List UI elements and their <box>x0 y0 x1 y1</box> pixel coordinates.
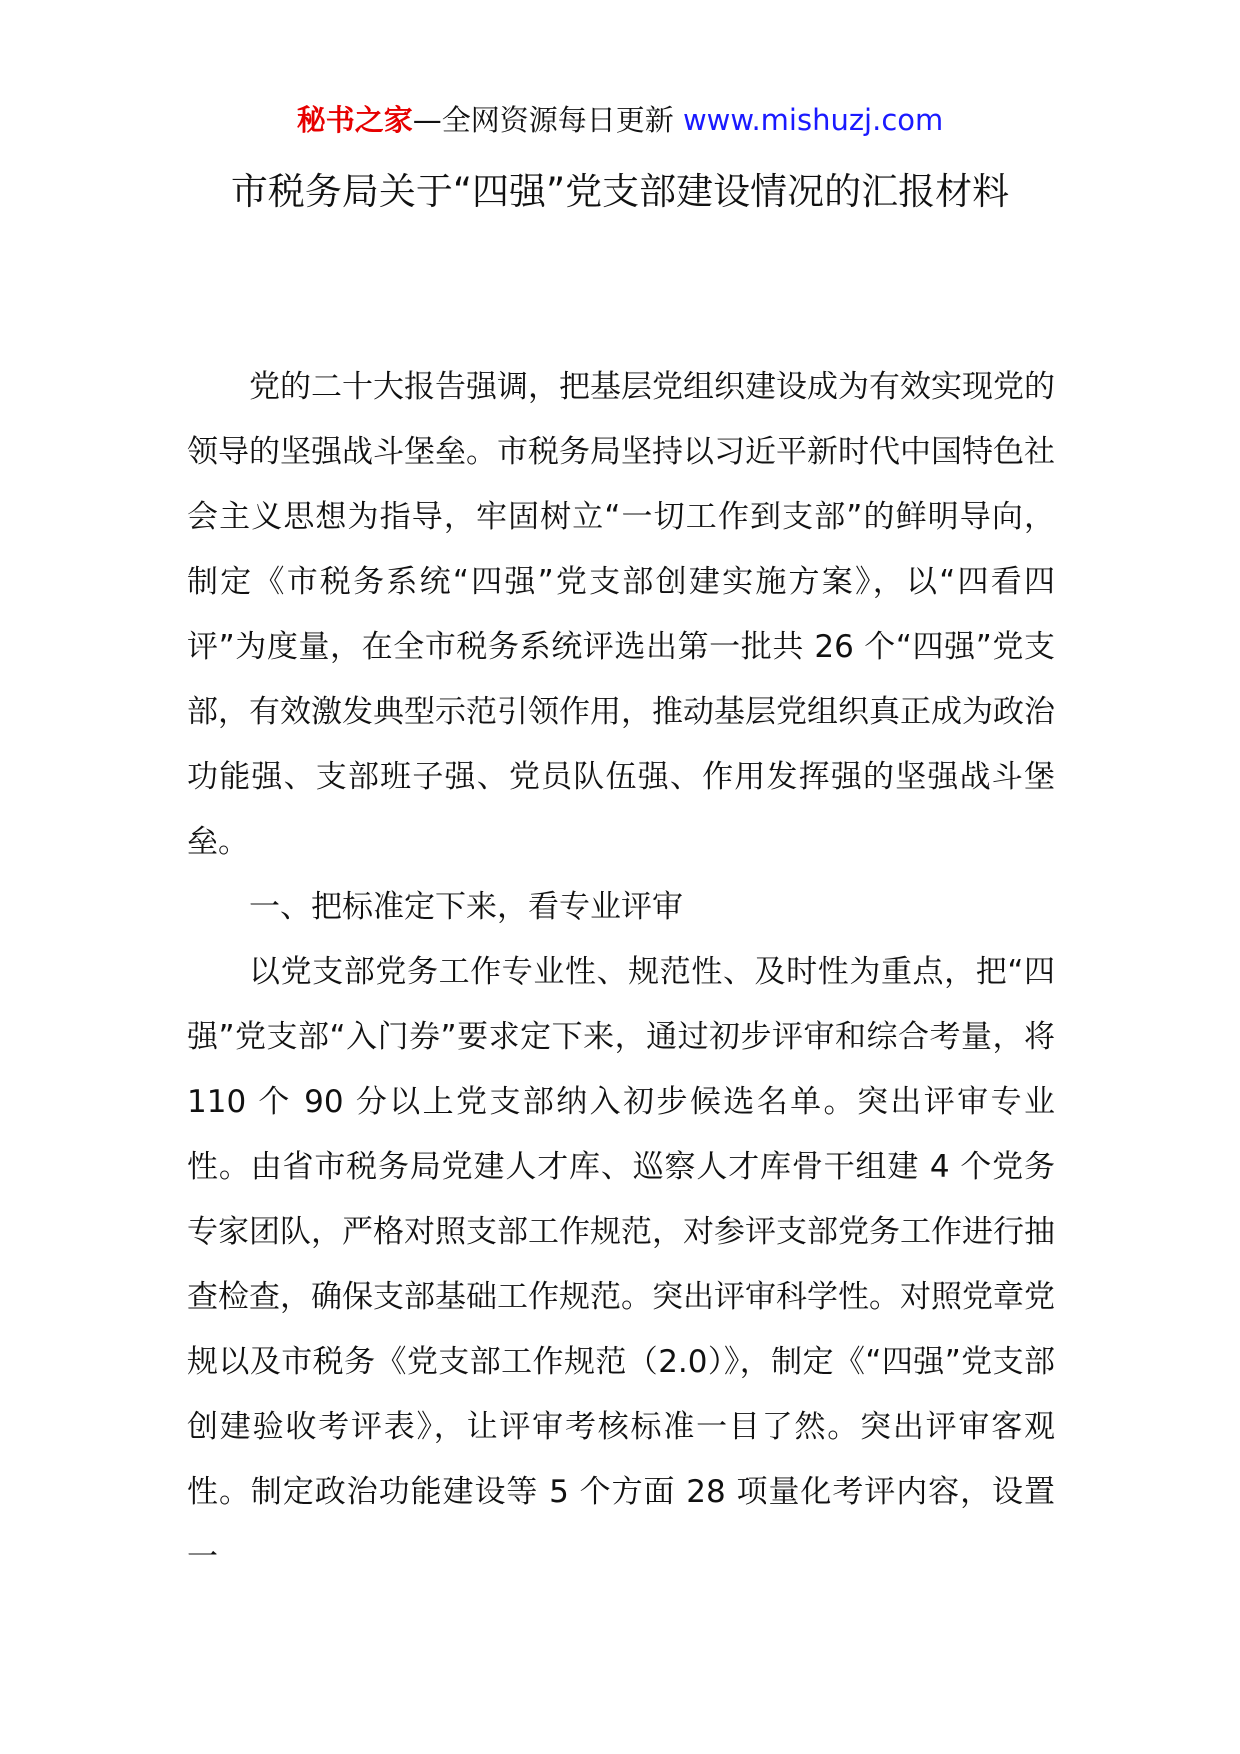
section-heading-1: 一、把标准定下来，看专业评审 <box>249 889 683 925</box>
document-body <box>187 355 1055 1590</box>
document-title: 市税务局关于“四强”党支部建设情况的汇报材料 <box>230 170 1010 213</box>
site-url-link[interactable]: www.mishuzj.com <box>682 103 944 137</box>
site-slogan: —全网资源每日更新 <box>412 103 674 137</box>
site-header <box>0 100 1240 140</box>
section-1-paragraph: 以党支部党务工作专业性、规范性、及时性为重点，把“四强”党支部“入门券”要求定下来，通过初步评审和综合考量，将 110 个 90 分以上党支部纳入初步候选名单。突出评审专业性。由省市税务局党建人才库、巡察人才库骨干组建 4 个党务专家团队，严格对照支部工作规范，对参评支部党务工作进行抽查检查，确保支部基础工作规范。突出评审科学性。对照党章党规以及市税务《党支部工作规范（2.0）》，制定《“四强”党支部创建验收考评表》，让评审考核标准一目了然。突出评审客观性。制定政治功能建设等 5 个方面 28 项量化考评内容，设置一 <box>187 954 1055 1575</box>
intro-paragraph: 党的二十大报告强调，把基层党组织建设成为有效实现党的领导的坚强战斗堡垒。市税务局坚持以习近平新时代中国特色社会主义思想为指导，牢固树立“一切工作到支部”的鲜明导向，制定《市税务系统“四强”党支部创建实施方案》，以“四看四评”为度量，在全市税务系统评选出第一批共 26 个“四强”党支部，有效激发典型示范引领作用，推动基层党组织真正成为政治功能强、支部班子强、党员队伍强、作用发挥强的坚强战斗堡垒。 <box>187 369 1055 860</box>
site-brand: 秘书之家 <box>296 103 413 137</box>
